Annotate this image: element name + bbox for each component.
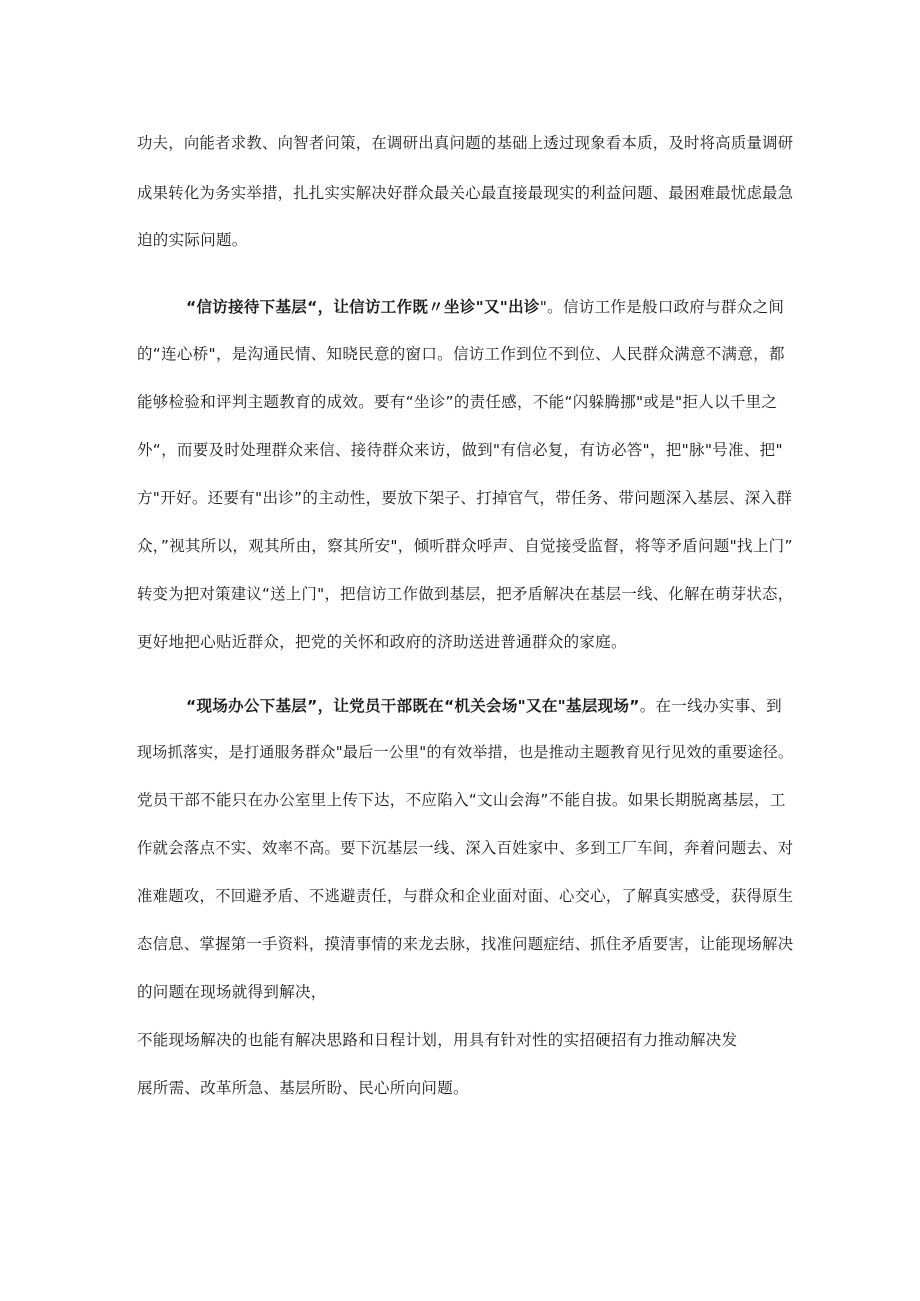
paragraph3-line-2: 党员干部不能只在办公室里上传下达，不应陷入“文山会海”不能自拔。如果长期脱离基层，工 xyxy=(137,791,786,809)
paragraph3-line-1: 现场抓落实，是打通服务群众"最后一公里"的有效举措，也是推动主题教育见行见效的重要途径。 xyxy=(137,743,794,761)
paragraph1-line-1: 功夫，向能者求教、向智者问策，在调研出真问题的基础上透过现象看本质，及时将高质量调研 xyxy=(137,134,794,152)
paragraph2-line-6: 转变为把对策建议“送上门"，把信访工作做到基层，把矛盾解决在基层一线、化解在萌芽状态， xyxy=(137,585,794,603)
paragraph1-line-3: 迫的实际问题。 xyxy=(137,231,248,249)
paragraph3-line-3: 作就会落点不实、效率不高。要下沉基层一线、深入百姓家中、多到工厂车间，奔着问题去、对 xyxy=(137,839,794,857)
paragraph2-heading: “信访接待下基层“，让信访工作既〃坐诊"又"出诊 xyxy=(186,298,540,316)
paragraph2-first-line xyxy=(186,297,784,317)
paragraph2-first-line-rest: "。信访工作是般口政府与群众之间 xyxy=(539,298,785,316)
paragraph2-line-3: 外“，而要及时处理群众来信、接待群众来访，做到"有信必复，有访必答"，把"脉"号准、把" xyxy=(137,441,783,459)
paragraph2-line-4: 方"开好。还要有"出诊”的主动性，要放下架子、打掉官气，带任务、带问题深入基层、深入群 xyxy=(137,489,793,507)
paragraph3-line-6: 的问题在现场就得到解决， xyxy=(137,983,327,1001)
paragraph3-heading: “现场办公下基层”，让党员干部既在“机关会场"又在"基层现场” xyxy=(186,697,640,715)
paragraph2-line-1: 的“连心桥"，是沟通民情、知晓民意的窗口。信访工作到位不到位、人民群众满意不满意，都 xyxy=(137,345,785,363)
paragraph3-line-4: 准难题攻，不回避矛盾、不逃避责任，与群众和企业面对面、心交心，了解真实感受，获得原生 xyxy=(137,887,794,905)
paragraph3-first-line xyxy=(186,696,782,716)
paragraph3-line-7: 不能现场解决的也能有解决思路和日程计划，用具有针对性的实招硬招有力推动解决发 xyxy=(137,1031,738,1049)
paragraph2-line-7: 更好地把心贴近群众，把党的关怀和政府的济助送进普通群众的家庭。 xyxy=(137,633,627,651)
paragraph2-line-2: 能够检验和评判主题教育的成效。要有“坐诊”的责任感，不能“闪躲腾挪"或是"拒人以千里之 xyxy=(137,393,778,411)
paragraph3-first-line-rest: 。在一线办实事、到 xyxy=(639,697,782,715)
paragraph3-line-8: 展所需、改革所急、基层所盼、民心所向问题。 xyxy=(137,1079,469,1097)
paragraph1-line-2: 成果转化为务实举措，扎扎实实解决好群众最关心最直接最现实的利益问题、最困难最忧虑最急 xyxy=(137,184,794,202)
paragraph2-line-5: 众，”视其所以，观其所由，察其所安"，倾听群众呼声、自觉接受监督，将等矛盾问题"找上门” xyxy=(137,537,793,555)
paragraph3-line-5: 态信息、掌握第一手资料，摸清事情的来龙去脉，找准问题症结、抓住矛盾要害，让能现场解决 xyxy=(137,935,794,953)
